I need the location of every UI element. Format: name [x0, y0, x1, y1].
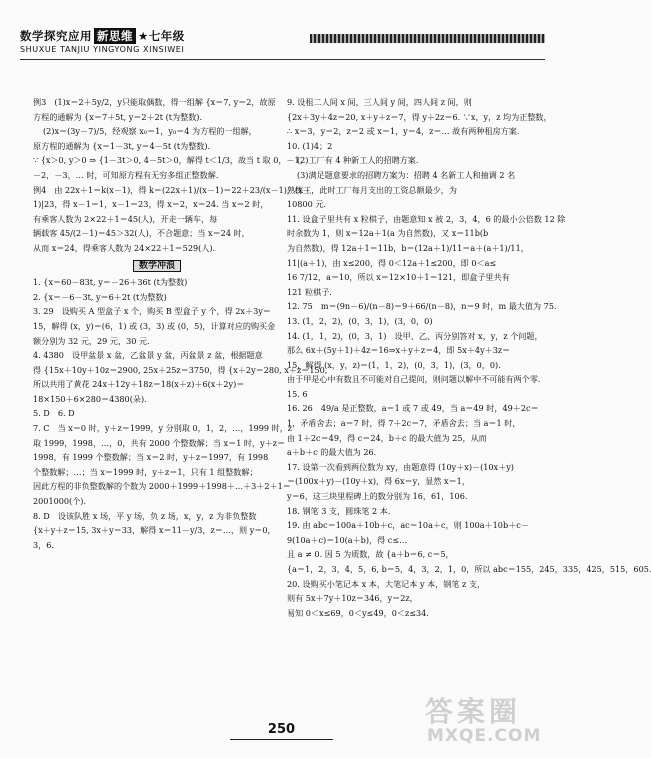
- text-line: 10. (1)4；2: [287, 140, 333, 151]
- text-line: 熟练工，此时工厂每月支出的工资总额最少，为: [287, 184, 457, 195]
- text-line: 时余数为 1，则 x＝12a＋1(a 为自然数)，又 x＝11b(b: [287, 228, 489, 239]
- text-line: 1)|23，得 x－1＝1，x－1＝23，得 x＝2，x＝24. 当 x＝2 时，: [33, 199, 269, 210]
- header-title-prefix: 数学探究应用: [20, 29, 92, 43]
- header-title: [20, 28, 185, 44]
- text-line: (2)x＝(3y－7)/5，经观察 x₀＝1，y₀＝4 为方程的一组解，: [43, 126, 257, 137]
- text-line: 易知 0＜x≤69，0＜y≤49，0＜z≤34.: [287, 607, 429, 618]
- text-line: ＝(100x＋y)－(10y＋x)，得 6x＝y，显然 x＝1，: [287, 476, 470, 487]
- text-line: (3)满足题意要求的招聘方案为：招聘 4 名新工人和抽调 2 名: [297, 169, 516, 180]
- text-line: {x＋y＋z＝15, 3x＋y＝33，解得 x＝11－y/3，z＝…，则 y＝0，: [33, 525, 276, 536]
- text-line: 有乘客人数为 2×22＋1＝45(人)，开走一辆车，每: [33, 213, 218, 224]
- text-line: 11. 设盒子里共有 x 粒棋子，由题意知 x 被 2，3，4，6 的最小公倍数 12 除: [287, 213, 566, 224]
- section-title: 数学冲浪: [133, 260, 181, 272]
- text-line: 方程的通解为 {x＝7＋5t, y＝2＋2t (t为整数).: [33, 111, 203, 122]
- text-line: 5. D 6. D: [33, 408, 75, 419]
- text-line: 15，解得 (x，y，z)＝(1，1，2)，(0，3，1)，(3，0，0).: [287, 359, 501, 370]
- text-line: (2)工厂有 4 种新工人的招聘方案.: [297, 155, 419, 166]
- watermark-mark: 答案圈: [425, 695, 522, 728]
- text-line: 121 粒棋子.: [287, 286, 332, 297]
- text-line: 2. {x＝－6－3t, y＝6＋2t (t为整数): [33, 291, 167, 302]
- text-line: 1. {x＝60－83t, y＝－26＋36t (t为整数): [33, 277, 188, 288]
- text-line: y＝6，这三块里程碑上的数分别为 16，61，106.: [287, 491, 468, 502]
- text-line: 18×150＋6×280＝4380(朵).: [33, 393, 147, 404]
- text-line: 个整数解；…；当 x＝1999 时，y＋z＝1，只有 1 组整数解；: [33, 466, 258, 477]
- page-number: 250: [267, 722, 296, 737]
- header-subtitle: SHUXUE TANJIU YINGYONG XINSIWEI: [20, 45, 185, 54]
- text-line: a＋b＋c 的最大值为 26.: [287, 447, 377, 458]
- text-line: 且 a ≠ 0. 因 5 为质数，故 {a＋b＝6, c＝5，: [287, 549, 454, 560]
- page-number-rule: [230, 739, 333, 740]
- text-line: {a＝1，2，3，4，5，6, b＝5，4，3，2，1，0，所以 abc＝155，245，335，425，515，605.: [287, 564, 651, 574]
- watermark: [425, 690, 550, 750]
- text-line: 例4 由 22x＋1＝k(x－1)，得 k＝(22x＋1)/(x－1)＝22＋23/(x－1)，(x－: [33, 184, 311, 195]
- text-line: 9(10a＋c)＝10(a＋b)，得 c≤…: [287, 534, 408, 545]
- text-line: 16 7/12，a＝10，所以 x＝12×10＋1＝121，即盒子里共有: [287, 272, 510, 283]
- text-line: 则有 5x＋7y＋10z＝346，y＝2z，: [287, 593, 418, 604]
- text-line: ∵ {x＞0, y＞0 ⇒ {1－3t＞0, 4－5t＞0，解得 t＜1/3，故当 t 取 0，－1，: [33, 155, 308, 166]
- text-line: 由 1＋2c＝49，得 c＝24，b＋c 的最大值为 25，从而: [287, 432, 487, 443]
- header-grade: 七年级: [148, 29, 185, 43]
- text-line: 从而 x＝24，得乘客人数为 24×22＋1＝529(人).: [33, 242, 216, 253]
- text-line: 16. 26 49/a 是正整数，a＝1 或 7 或 49，当 a＝49 时，49＋2c＝: [287, 403, 539, 414]
- text-line: 20. 设购买小笔记本 x 本，大笔记本 y 本，钢笔 z 支，: [287, 578, 486, 589]
- text-line: 2001000(个).: [33, 496, 87, 507]
- text-line: {2x＋3y＋4z＝20, x＋y＋z＝7，得 y＋2z＝6. ∵x，y，z 均为正整数，: [287, 111, 552, 122]
- text-line: 13. (1，2，2)，(0，3，1)，(3，0，0): [287, 315, 433, 326]
- watermark-site: MXQE.COM: [427, 726, 542, 746]
- header-brand: 新思维: [94, 28, 136, 44]
- text-line: 额分别为 32 元，29 元，30 元.: [33, 335, 150, 346]
- header-rule: [20, 59, 545, 60]
- text-line: 1998，有 1999 个整数解；当 x＝2 时，y＋z＝1997，有 1998: [33, 452, 269, 463]
- text-line: 17. 设第一次看到两位数为 xy，由题意得 (10y＋x)－(10x＋y): [287, 461, 514, 472]
- header-star-icon: ★: [138, 29, 149, 43]
- text-line: 原方程的通解为 {x＝1－3t, y＝4－5t (t为整数).: [33, 140, 211, 151]
- right-column: [287, 95, 651, 620]
- text-line: 8. D 设该队胜 x 场，平 y 场，负 z 场，x，y，z 为非负整数: [33, 510, 257, 521]
- text-line: 为自然数)，得 12a＋1＝11b，b＝(12a＋1)/11＝a＋(a＋1)/11，: [287, 242, 529, 253]
- text-line: 1，矛盾舍去；a＝7 时，得 7＋2c＝7，矛盾舍去；当 a＝1 时，: [287, 418, 521, 429]
- text-line: 14. (1，1，2)，(0，3，1) 设甲、乙、丙分别答对 x，y，z 个问题，: [287, 330, 543, 341]
- text-line: 所以共用了黄花 24x＋12y＋18z＝18(x＋z)＋6(x＋2y)＝: [33, 379, 245, 390]
- section-heading: [33, 258, 281, 274]
- text-line: 例3 (1)x＝2＋5y/2，y只能取偶数，得一组解 {x＝7, y＝2，故原: [33, 97, 276, 107]
- text-line: 11|(a＋1)，由 x≤200，得 0＜12a＋1≤200，即 0＜a≤: [287, 257, 497, 268]
- text-line: 4. 4380 设甲盆景 x 盆，乙盆景 y 盆，丙盆景 z 盆，根据题意: [33, 350, 263, 361]
- text-line: 18. 钢笔 3 支，圆珠笔 2 本.: [287, 505, 391, 516]
- text-line: ∴ x＝3，y＝2，z＝2 或 x＝1，y＝4，z＝… 故有两种租房方案.: [287, 126, 520, 137]
- text-line: －2，－3，… 时，可知原方程有无穷多组正整数解.: [33, 169, 219, 180]
- text-line: 由于甲是心中有数且不可能对自己提问，则问题以解中不可能有两个零.: [287, 374, 541, 385]
- text-line: 辆载客 45/(2－1)＝45＞32(人)，不合题意；当 x＝24 时，: [33, 228, 250, 239]
- page-header: [20, 28, 545, 60]
- text-line: 7. C 当 x＝0 时，y＋z＝1999，y 分别取 0，1，2，…，1999 时，z: [33, 423, 293, 434]
- text-line: 取 1999，1998，…，0，共有 2000 个整数解；当 x＝1 时，y＋z＝: [33, 437, 286, 448]
- text-line: 12. 75 m＝(9n－6)/(n－8)＝9＋66/(n－8)，n＝9 时，m 最大值为 75.: [287, 301, 557, 312]
- text-line: 15，解得 (x，y)＝(6，1) 或 (3，3) 或 (0，5)，计算对应的购买金: [33, 320, 276, 331]
- text-line: 3. 29 设购买 A 型盒子 x 个，购买 B 型盒子 y 个，得 2x＋3y＝: [33, 306, 271, 317]
- text-line: 19. 由 abc＝100a＋10b＋c，ac＝10a＋c，则 100a＋10b＋c－: [287, 520, 529, 531]
- text-line: 因此方程的非负整数解的个数为 2000＋1999＋1998＋…＋3＋2＋1＝: [33, 481, 291, 492]
- text-line: 那么 6x＋(5y＋1)＋4z＝16⇒x＋y＋z＝4，即 5x＋4y＋3z＝: [287, 345, 511, 356]
- text-line: 3，6.: [33, 539, 54, 550]
- text-line: 10800 元.: [287, 199, 326, 210]
- header-decorative-band: [310, 34, 545, 43]
- text-line: 9. 设租二人间 x 间，三人间 y 间，四人间 z 间，则: [287, 97, 472, 107]
- text-line: 15. 6: [287, 388, 308, 399]
- text-line: 得 {15x＋10y＋10z＝2900, 25x＋25z＝3750，得 {x＋2y＝280, x＋z＝150,: [33, 364, 328, 375]
